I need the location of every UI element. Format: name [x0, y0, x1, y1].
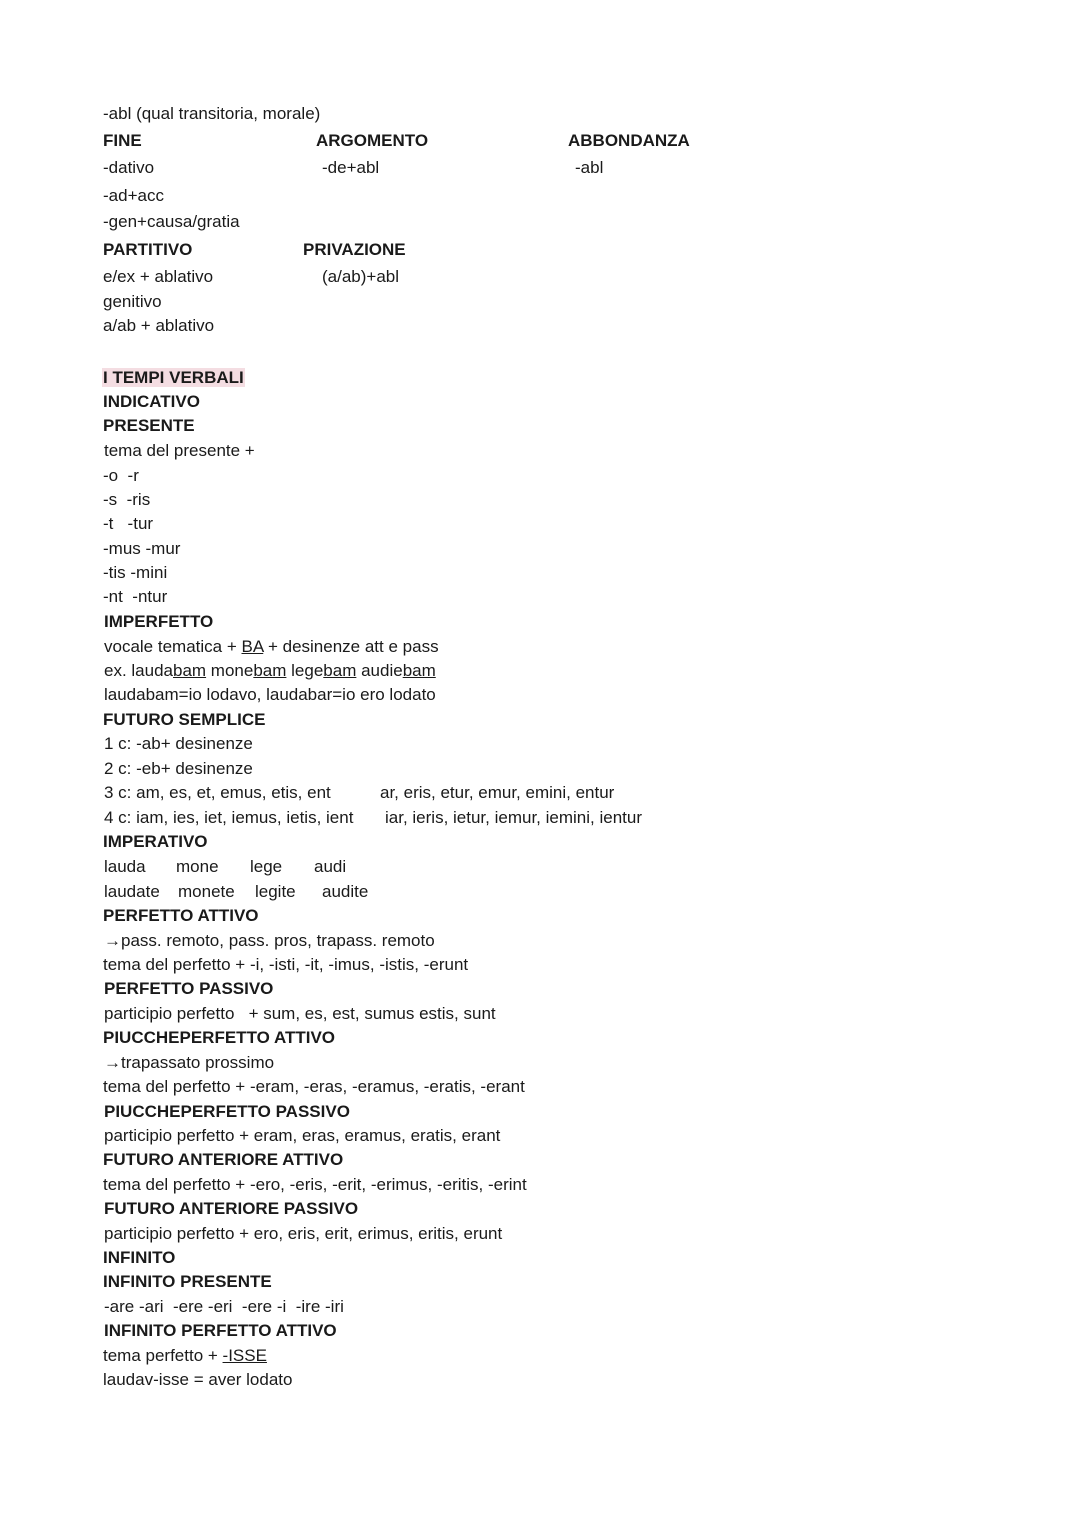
- imperativo-form: lauda: [104, 857, 146, 876]
- abbondanza-item: -abl: [575, 158, 604, 177]
- imperativo-heading: IMPERATIVO: [103, 832, 208, 851]
- fut-ant-att-heading: FUTURO ANTERIORE ATTIVO: [103, 1150, 344, 1169]
- futuro-line: 2 c: -eb+ desinenze: [104, 759, 253, 778]
- perf-pass-line: participio perfetto + sum, es, est, sumus estis, sunt: [104, 1004, 496, 1023]
- piucc-att-line: →trapassato prossimo: [104, 1053, 275, 1072]
- imperativo-form: audi: [314, 857, 347, 876]
- partitivo-item: e/ex + ablativo: [103, 267, 214, 286]
- imperativo-form: mone: [176, 857, 219, 876]
- infinito-perfetto-line: tema perfetto + -ISSE: [103, 1346, 267, 1365]
- futuro-line-passive: iar, ieris, ietur, iemur, iemini, ientur: [385, 808, 642, 827]
- argomento-heading: ARGOMENTO: [316, 131, 429, 150]
- indicativo-heading: INDICATIVO: [103, 392, 200, 411]
- fut-ant-pass-line: participio perfetto + ero, eris, erit, erimus, eritis, erunt: [104, 1224, 503, 1243]
- presente-ending: -tis -mini: [103, 563, 168, 582]
- presente-ending: -o -r: [103, 466, 139, 485]
- presente-ending: -t -tur: [103, 514, 154, 533]
- futuro-line: 3 c: am, es, et, emus, etis, ent: [104, 783, 331, 802]
- imperativo-form: legite: [255, 882, 296, 901]
- privazione-item: (a/ab)+abl: [322, 267, 400, 286]
- perf-pass-heading: PERFETTO PASSIVO: [104, 979, 274, 998]
- argomento-item: -de+abl: [322, 158, 380, 177]
- imperfetto-rule: vocale tematica + BA + desinenze att e pass: [104, 637, 439, 656]
- fut-ant-pass-heading: FUTURO ANTERIORE PASSIVO: [104, 1199, 359, 1218]
- futuro-heading: FUTURO SEMPLICE: [103, 710, 266, 729]
- fine-item: -dativo: [103, 158, 155, 177]
- piucc-att-heading: PIUCCHEPERFETTO ATTIVO: [103, 1028, 336, 1047]
- infinito-heading: INFINITO: [103, 1248, 176, 1267]
- imperfetto-heading: IMPERFETTO: [104, 612, 214, 631]
- imperativo-form: lege: [250, 857, 283, 876]
- futuro-line-passive: ar, eris, etur, emur, emini, entur: [380, 783, 615, 802]
- perf-att-line: tema del perfetto + -i, -isti, -it, -imus, -istis, -erunt: [103, 955, 469, 974]
- imperfetto-example: ex. laudabam monebam legebam audiebam: [104, 661, 436, 680]
- imperativo-form: audite: [322, 882, 369, 901]
- fine-item: -ad+acc: [103, 186, 164, 205]
- partitivo-item: a/ab + ablativo: [103, 316, 215, 335]
- fine-heading: FINE: [103, 131, 142, 150]
- perf-att-heading: PERFETTO ATTIVO: [103, 906, 259, 925]
- futuro-line: 1 c: -ab+ desinenze: [104, 734, 253, 753]
- perf-att-line: →pass. remoto, pass. pros, trapass. remoto: [104, 931, 435, 950]
- piucc-pass-line: participio perfetto + eram, eras, eramus, eratis, erant: [104, 1126, 501, 1145]
- infinito-perfetto-example: laudav-isse = aver lodato: [103, 1370, 293, 1389]
- abbondanza-heading: ABBONDANZA: [568, 131, 690, 150]
- piucc-att-line: tema del perfetto + -eram, -eras, -eramus, -eratis, -erant: [103, 1077, 525, 1096]
- presente-ending: -mus -mur: [103, 539, 181, 558]
- partitivo-heading: PARTITIVO: [103, 240, 193, 259]
- privazione-heading: PRIVAZIONE: [303, 240, 406, 259]
- presente-intro: tema del presente +: [104, 441, 255, 460]
- abl-note: -abl (qual transitoria, morale): [103, 104, 321, 123]
- presente-heading: PRESENTE: [103, 416, 195, 435]
- piucc-pass-heading: PIUCCHEPERFETTO PASSIVO: [104, 1102, 350, 1121]
- imperativo-form: laudate: [104, 882, 160, 901]
- partitivo-item: genitivo: [103, 292, 162, 311]
- presente-ending: -nt -ntur: [103, 587, 168, 606]
- infinito-presente-heading: INFINITO PRESENTE: [103, 1272, 272, 1291]
- fine-item: -gen+causa/gratia: [103, 212, 240, 231]
- section-title-text: I TEMPI VERBALI: [103, 368, 244, 387]
- imperativo-form: monete: [178, 882, 235, 901]
- fut-ant-att-line: tema del perfetto + -ero, -eris, -erit, -erimus, -eritis, -erint: [103, 1175, 527, 1194]
- section-title: [102, 368, 245, 388]
- infinito-presente-line: -are -ari -ere -eri -ere -i -ire -iri: [104, 1297, 344, 1316]
- infinito-perfetto-heading: INFINITO PERFETTO ATTIVO: [104, 1321, 337, 1340]
- presente-ending: -s -ris: [103, 490, 151, 509]
- imperfetto-translation: laudabam=io lodavo, laudabar=io ero lodato: [104, 685, 436, 704]
- futuro-line: 4 c: iam, ies, iet, iemus, ietis, ient: [104, 808, 354, 827]
